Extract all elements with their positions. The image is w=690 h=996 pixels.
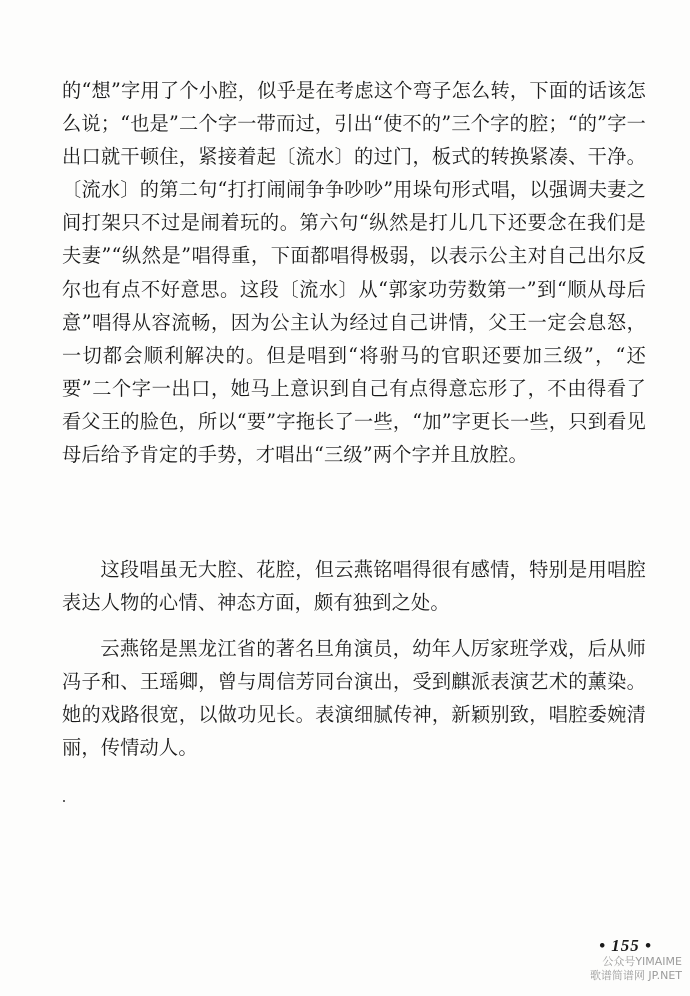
paragraph-1: 的“想”字用了个小腔，似乎是在考虑这个弯子怎么转，下面的话该怎么说；“也是”二个字一带而过，引出“使不的”三个字的腔；“的”字一出口就干顿住，紧接着起〔流水〕的过门，板式的转换紧凑、干净。〔流水〕的第二句“打打闹闹争争吵吵”用垛句形式唱，以强调夫妻之间打架只不过是闹着玩的。第六句“纵然是打儿几下还要念在我们是夫妻”“纵然是”唱得重，下面都唱得极弱，以表示公主对自己出尔反尔也有点不好意思。这段〔流水〕从“郭家功劳数第一”到“顺从母后意”唱得从容流畅，因为公主认为经过自己讲情，父王一定会息怒，一切都会顺利解决的。但是唱到“将驸马的官职还要加三级”，“还要”二个字一出口，她马上意识到自己有点得意忘形了，不由得看了看父王的脸色，所以“要”字拖长了一些，“加”字更长一些，只到看见母后给予肯定的手势，才唱出“三级”两个字并且放腔。 (62, 79, 646, 467)
page-number: • 155 • (599, 936, 652, 955)
paragraph-2: 这段唱虽无大腔、花腔，但云燕铭唱得很有感情，特别是用唱腔表达人物的心情、神态方面，颇有独到之处。 (62, 558, 646, 615)
body-text (62, 74, 646, 764)
paragraph-3: 云燕铭是黑龙江省的著名旦角演员，幼年人厉家班学戏，后从师冯子和、王瑶卿，曾与周信芳同台演出，受到麒派表演艺术的薰染。她的戏路很宽，以做功见长。表演细腻传神，新颖别致，唱腔委婉清丽，传情动人。 (62, 637, 646, 760)
watermark (590, 955, 682, 983)
watermark-line-2: 歌谱简谱网 JP.NET (589, 969, 682, 982)
watermark-line-1: 公众号YIMAIME (602, 955, 682, 968)
stray-ink-dot (63, 800, 65, 802)
